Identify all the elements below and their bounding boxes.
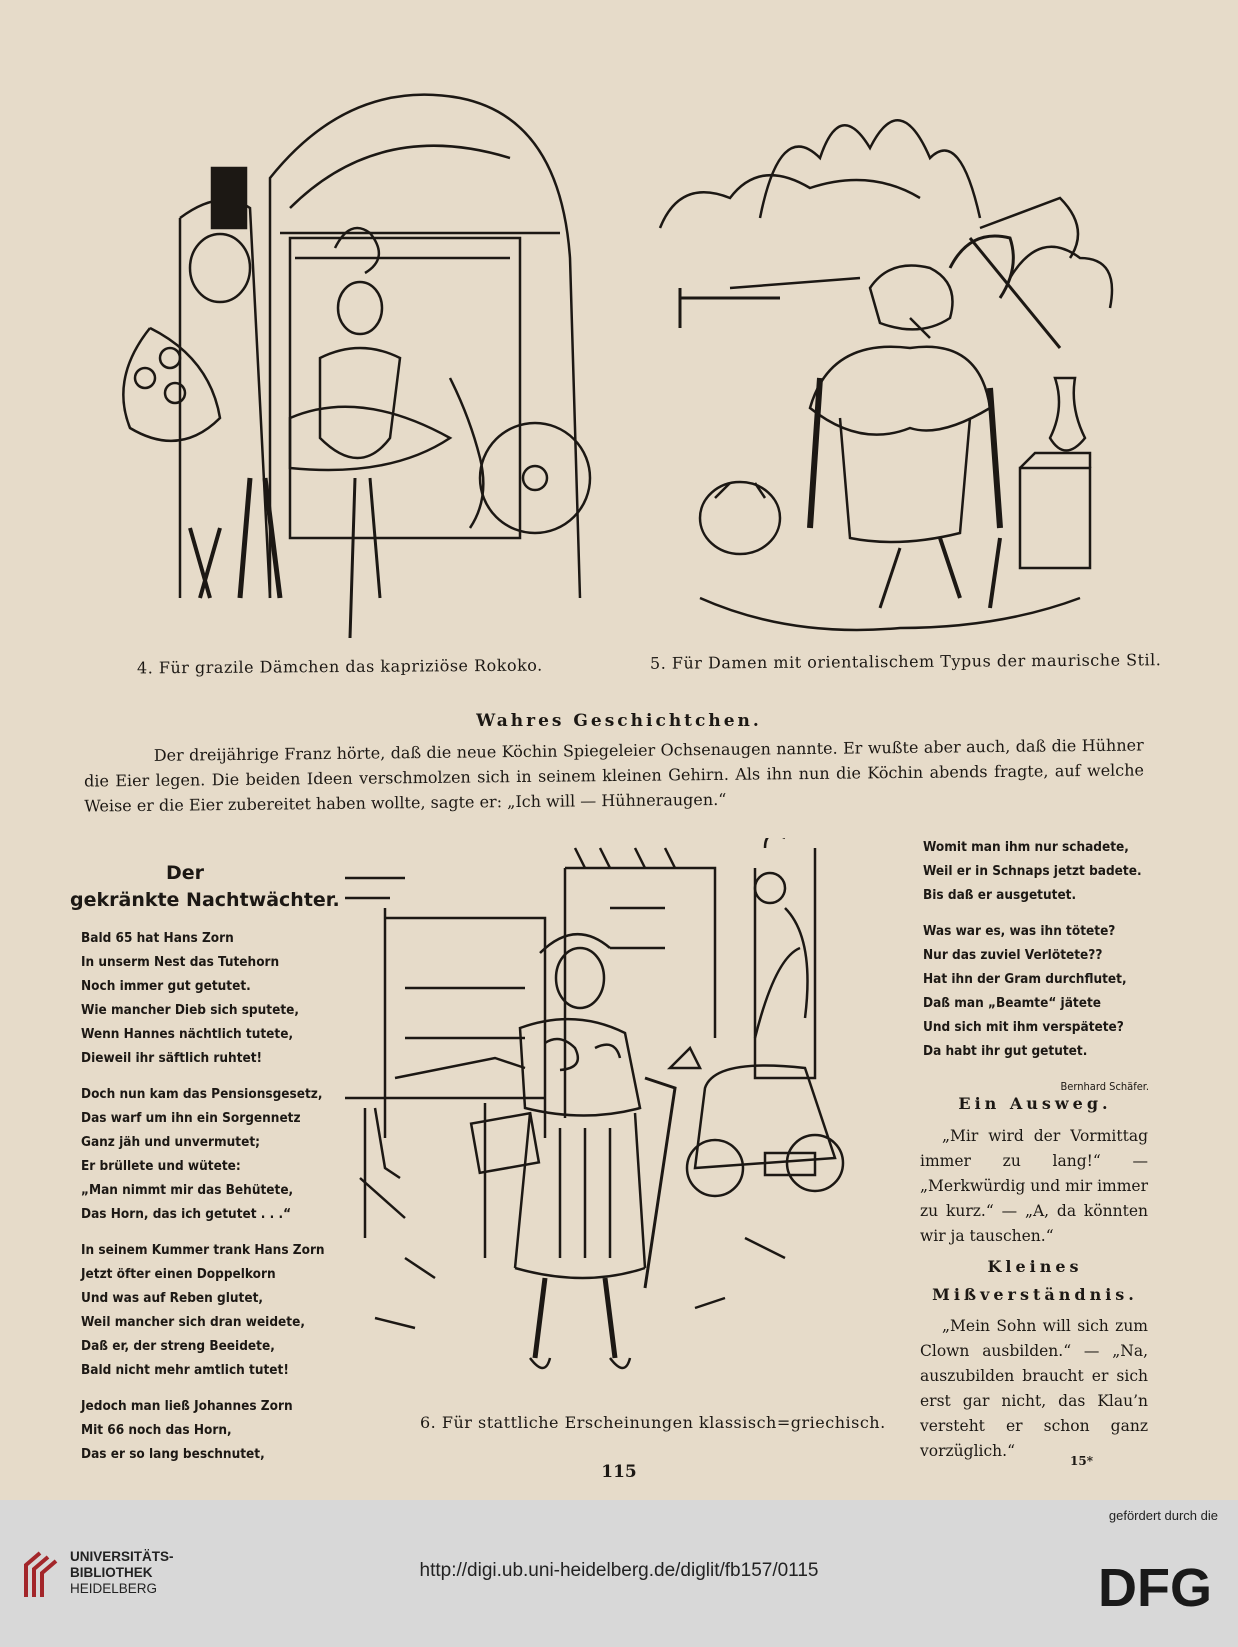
library-name-line2: BIBLIOTHEK (70, 1565, 153, 1580)
dfg-logo-icon[interactable] (1090, 1558, 1220, 1614)
permalink-url[interactable]: http://digi.ub.uni-heidelberg.de/diglit/fb157/0115 (419, 1560, 819, 1581)
illustration-greek (345, 838, 905, 1398)
poem-stanza (923, 919, 1149, 1063)
poem-line: Wie mancher Dieb sich sputete, (81, 1002, 299, 1018)
poem-line: Was war es, was ihn tötete? (923, 923, 1116, 939)
poem-line: Das Horn, das ich getutet . . .“ (81, 1206, 292, 1222)
poem-line: Bis daß er ausgetutet. (923, 887, 1077, 903)
poem-title (70, 860, 340, 914)
poem-line: Ganz jäh und unvermutet; (81, 1134, 261, 1150)
poem-line: Da habt ihr gut getutet. (923, 1043, 1088, 1059)
poem-stanza (81, 1082, 323, 1226)
illustration-rococo (90, 58, 600, 648)
poem-stanza (81, 1238, 325, 1382)
poem-line: Weil mancher sich dran weidete, (81, 1314, 305, 1330)
poem-line: Daß er, der streng Beeidete, (81, 1338, 275, 1354)
story-body: Der dreijährige Franz hörte, daß die neue Köchin Spiegeleier Ochsenaugen nannte. Er wußte aber auch, daß die Hühner die Eier legen. Die beiden Ideen verschmolzen sich in seinem kleinen Gehirn. Als ihn nun die Köchin abends fragte, auf welche Weise er die Eier zubereitet haben wollte, sagte er: „Ich will — Hühneraugen.“ (83, 735, 1145, 816)
poem-line: Wenn Hannes nächtlich tutete, (81, 1026, 294, 1042)
page-number: 115 (601, 1462, 637, 1482)
poem-line: Er brüllete und wütete: (81, 1158, 241, 1174)
poem-line: Und was auf Reben glutet, (81, 1290, 264, 1306)
ausweg-title: Ein Ausweg. (958, 1094, 1112, 1113)
poem-line: Weil er in Schnaps jetzt badete. (923, 863, 1142, 879)
poem-line: Womit man ihm nur schadete, (923, 839, 1129, 855)
poem-line: Doch nun kam das Pensionsgesetz, (81, 1086, 323, 1102)
caption-fig5: 5. Für Damen mit orientalischem Typus der maurische Stil. (649, 650, 1162, 673)
poem-left-column (81, 926, 325, 1478)
poem-stanza (81, 926, 311, 1070)
missverstaendnis-title-line2: Mißverständnis. (932, 1285, 1138, 1304)
poem-title-line1: Der (165, 862, 205, 884)
poem-line: „Man nimmt mir das Behütete, (81, 1182, 294, 1198)
poem-line: Jedoch man ließ Johannes Zorn (81, 1398, 293, 1414)
footer-bar (0, 1500, 1238, 1647)
poem-author: Bernhard Schäfer. (1060, 1080, 1149, 1093)
dfg-logo-text: DFG (1098, 1558, 1212, 1614)
poem-title-line2: gekränkte Nachtwächter. (70, 889, 340, 911)
library-name-line3: HEIDELBERG (70, 1581, 158, 1596)
missverstaendnis-title (920, 1253, 1150, 1309)
poem-line: Hat ihn der Gram durchflutet, (923, 971, 1127, 987)
poem-line: In seinem Kummer trank Hans Zorn (81, 1242, 325, 1258)
caption-fig4: 4. Für grazile Dämchen das kapriziöse Rokoko. (136, 655, 543, 678)
poem-line: In unserm Nest das Tutehorn (81, 954, 280, 970)
poem-line: Bald 65 hat Hans Zorn (81, 930, 234, 946)
poem-line: Daß man „Beamte“ jätete (923, 995, 1101, 1011)
signature-mark: 15* (1070, 1454, 1093, 1468)
library-name-line1: UNIVERSITÄTS- (70, 1549, 174, 1564)
missverstaendnis-title-line1: Kleines (987, 1257, 1083, 1276)
funded-by-label: gefördert durch die (1108, 1508, 1218, 1523)
poem-stanza (923, 835, 1149, 907)
poem-right-column (923, 835, 1149, 1099)
poem-line: Das er so lang beschnutet, (81, 1446, 265, 1462)
poem-line: Das warf um ihn ein Sorgennetz (81, 1110, 301, 1126)
poem-line: Und sich mit ihm verspätete? (923, 1019, 1124, 1035)
ausweg-text: „Mir wird der Vormittag immer zu lang!“ — „Merkwürdig und mir immer zu kurz.“ — „A, da könnten wir ja tauschen.“ (920, 1127, 1149, 1245)
poem-line: Noch immer gut getutet. (81, 978, 251, 994)
poem-stanza (81, 1394, 311, 1466)
poem-line: Dieweil ihr säftlich ruhtet! (81, 1050, 263, 1066)
caption-fig6: 6. Für stattliche Erscheinungen klassisch=griechisch. (420, 1413, 886, 1432)
poem-line: Jetzt öfter einen Doppelkorn (81, 1266, 276, 1282)
story-title: Wahres Geschichtchen. (476, 711, 762, 731)
poem-line: Bald nicht mehr amtlich tutet! (81, 1362, 289, 1378)
missverstaendnis-text: „Mein Sohn will sich zum Clown ausbilden.“ — „Na, auszubilden braucht er sich erst gar nicht, das Klau’n versteht er schon ganz vorzüglich.“ (920, 1317, 1148, 1460)
poem-line: Nur das zuviel Verlötete?? (923, 947, 1103, 963)
illustration-moorish (640, 78, 1140, 648)
poem-line: Mit 66 noch das Horn, (81, 1422, 232, 1438)
